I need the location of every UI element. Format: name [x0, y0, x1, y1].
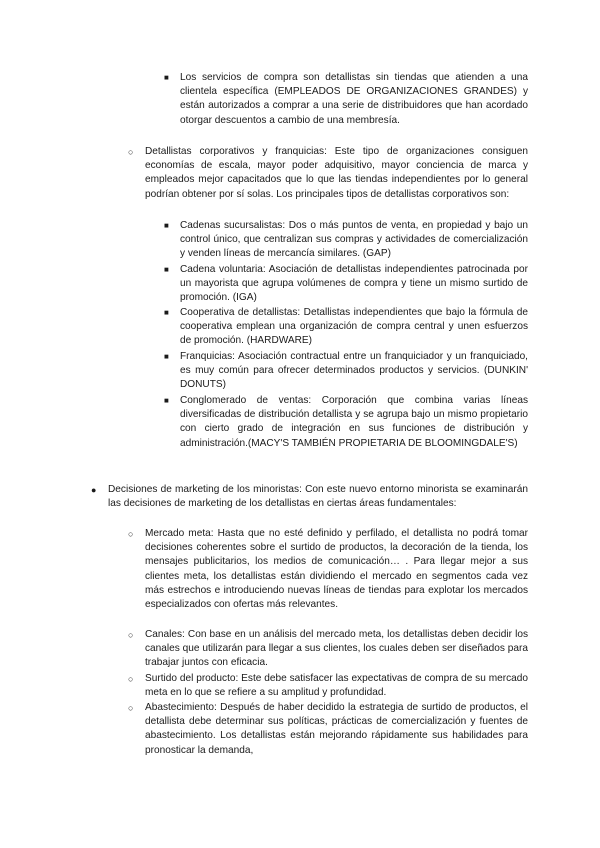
- circle-bullet-icon: ○: [128, 147, 134, 157]
- list-item: [128, 145, 528, 202]
- list-item: [164, 350, 528, 393]
- square-bullet-icon: ■: [164, 308, 169, 317]
- list-item: [164, 306, 528, 349]
- circle-bullet-icon: ○: [128, 674, 134, 684]
- list-item: [164, 71, 528, 128]
- paragraph: Decisiones de marketing de los minoristas: Con este nuevo entorno minorista se examinarán las decisiones de marketing de los detallistas en ciertas áreas fundamentales:: [108, 484, 528, 510]
- list-item: [128, 672, 528, 700]
- circle-bullet-icon: ○: [128, 703, 134, 713]
- square-bullet-icon: ■: [164, 73, 169, 82]
- paragraph: Los servicios de compra son detallistas sin tiendas que atienden a una clientela específica (EMPLEADOS DE ORGANIZACIONES GRANDES) y están autorizados a comprar a una serie de distribuidores que han acordado otorgar descuentos a cambio de una membresía.: [180, 72, 528, 126]
- paragraph: Cooperativa de detallistas: Detallistas independientes que bajo la fórmula de cooperativa emplean una organización de compra central y unen esfuerzos de promoción. (HARDWARE): [180, 307, 528, 347]
- list-item: [128, 628, 528, 671]
- paragraph: Detallistas corporativos y franquicias: Este tipo de organizaciones consiguen economías de escala, mayor poder adquisitivo, mayor conciencia de marca y empleados mejor capacitados que lo que las tiendas independientes por lo general podrían obtener por sí solas. Los principales tipos de detallistas corporativos son:: [145, 146, 528, 200]
- circle-bullet-icon: ○: [128, 630, 134, 640]
- square-bullet-icon: ■: [164, 221, 169, 230]
- list-item: [164, 263, 528, 306]
- list-item: [164, 394, 528, 451]
- square-bullet-icon: ■: [164, 396, 169, 405]
- paragraph: Franquicias: Asociación contractual entre un franquiciador y un franquiciado, es muy común para ofrecer determinados productos y servicios. (DUNKIN' DONUTS): [180, 351, 528, 391]
- list-item: [164, 219, 528, 262]
- paragraph: Mercado meta: Hasta que no esté definido y perfilado, el detallista no podrá tomar decisiones coherentes sobre el surtido de productos, la decoración de la tienda, los mensajes publicitarios, los medios de comunicación… . Para llegar mejor a sus clientes meta, los detallistas están dividiendo el mercado en segmentos cada vez más estrechos e introduciendo nuevas líneas de tiendas para explotar los mercados especializados con ofertas más relevantes.: [145, 528, 528, 611]
- list-item: [128, 527, 528, 612]
- paragraph: Cadenas sucursalistas: Dos o más puntos de venta, en propiedad y bajo un control único, que centralizan sus compras y actividades de comercialización y venden líneas de mercancía similares. (GAP): [180, 220, 528, 260]
- square-bullet-icon: ■: [164, 265, 169, 274]
- list-item: [91, 483, 528, 511]
- disc-bullet-icon: ●: [91, 485, 97, 495]
- list-item: [128, 701, 528, 758]
- paragraph: Abastecimiento: Después de haber decidido la estrategia de surtido de productos, el detallista debe determinar sus políticas, prácticas de comercialización y fuentes de abastecimiento. Los detallistas están mejorando rápidamente sus habilidades para pronosticar la demanda,: [145, 702, 528, 756]
- paragraph: Canales: Con base en un análisis del mercado meta, los detallistas deben decidir los canales que utilizarán para llegar a sus clientes, los cuales deben ser diseñados para trabajar juntos con eficacia.: [145, 629, 528, 669]
- paragraph: Surtido del producto: Este debe satisfacer las expectativas de compra de su mercado meta en lo que se refiere a su amplitud y profundidad.: [145, 673, 528, 699]
- circle-bullet-icon: ○: [128, 529, 134, 539]
- paragraph: Cadena voluntaria: Asociación de detallistas independientes patrocinada por un mayorista que agrupa volúmenes de compra y tiene un mismo surtido de promoción. (IGA): [180, 264, 528, 304]
- paragraph: Conglomerado de ventas: Corporación que combina varias líneas diversificadas de distribución detallista y se agrupa bajo un mismo propietario con cierto grado de integración en sus funciones de distribución y administración.(MACY'S TAMBIÉN PROPIETARIA DE BLOOMINGDALE'S): [180, 395, 528, 449]
- square-bullet-icon: ■: [164, 352, 169, 361]
